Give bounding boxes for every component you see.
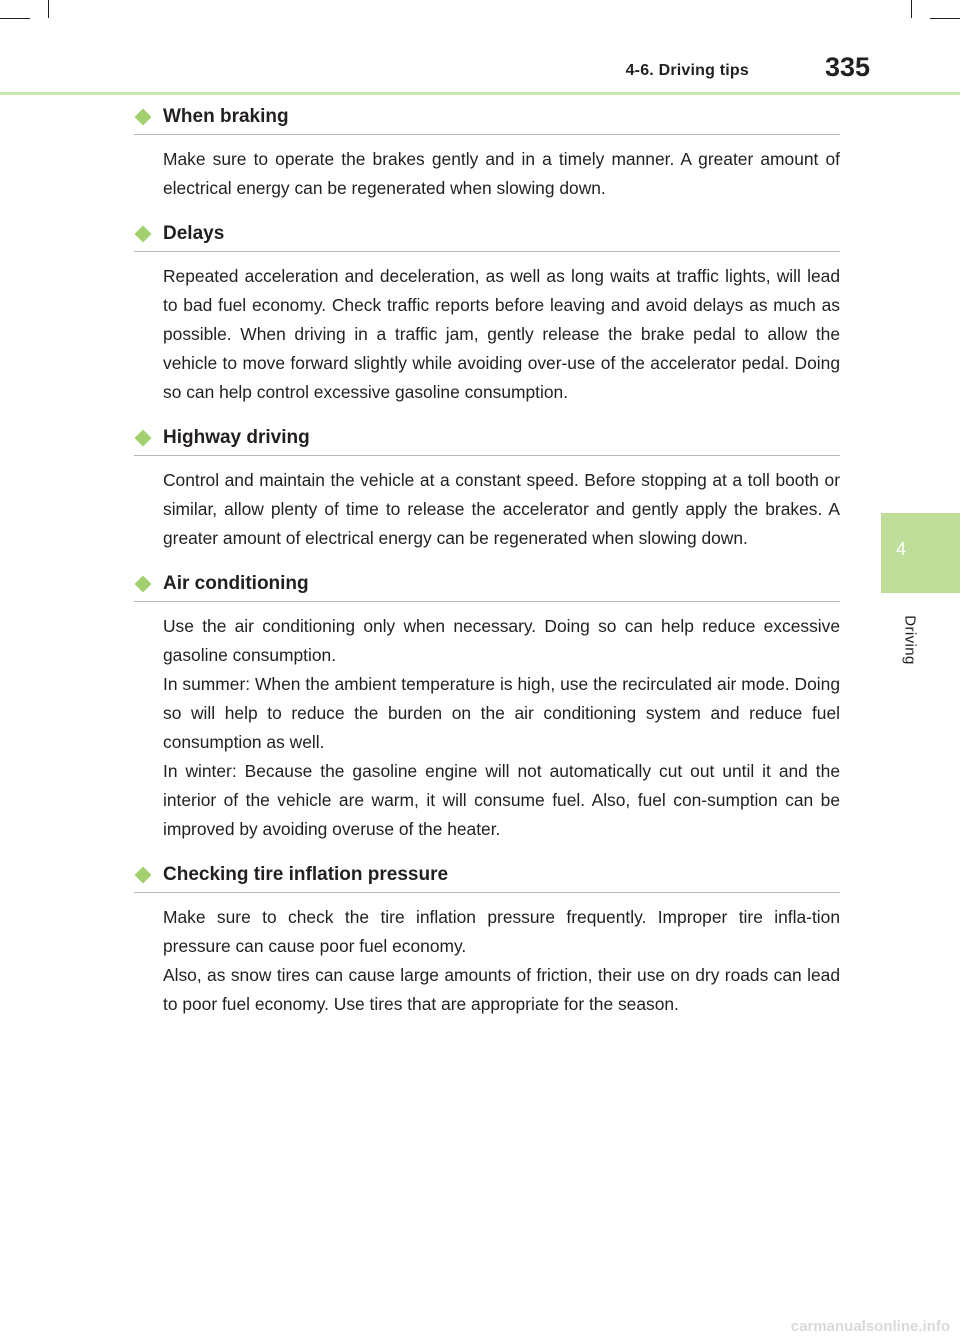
section-heading-text: Highway driving <box>163 427 310 448</box>
section-highway-driving <box>134 421 840 553</box>
section-air-conditioning <box>134 567 840 844</box>
chapter-tab <box>881 513 960 593</box>
section-heading <box>134 217 840 252</box>
section-paragraph: Make sure to operate the brakes gently and in a timely manner. A greater amount of electrical energy can be regenerated when slowing down. <box>163 149 840 198</box>
section-paragraph: Repeated acceleration and deceleration, as well as long waits at traffic lights, will lead to bad fuel economy. Check traffic reports before leaving and avoid delays as much as possible. When driving in a traffic jam, gently release the brake pedal to allow the vehicle to move forward slightly while avoiding over-use of the accelerator pedal. Doing so can help control excessive gasoline consumption. <box>163 266 840 402</box>
section-heading-text: When braking <box>163 106 289 127</box>
diamond-bullet-icon <box>135 226 152 243</box>
section-paragraph: Use the air conditioning only when necessary. Doing so can help reduce excessive gasoline consumption. <box>163 616 840 665</box>
chapter-number: 4 <box>895 539 906 559</box>
section-paragraph: In winter: Because the gasoline engine will not automatically cut out until it and the interior of the vehicle are warm, it will consume fuel. Also, fuel con-sumption can be improved by avoiding overuse of the heater. <box>163 761 840 839</box>
section-heading <box>134 100 840 135</box>
section-checking-tire-inflation-pressure <box>134 858 840 1019</box>
section-delays <box>134 217 840 407</box>
section-heading-text: Delays <box>163 223 225 244</box>
header-rule <box>0 92 960 95</box>
main-content <box>134 100 840 1033</box>
crop-mark <box>930 18 960 19</box>
diamond-bullet-icon <box>135 867 152 884</box>
section-when-braking <box>134 100 840 203</box>
crop-mark <box>48 0 49 18</box>
section-paragraph: Also, as snow tires can cause large amounts of friction, their use on dry roads can lead to poor fuel economy. Use tires that are appropriate for the season. <box>163 965 840 1014</box>
section-heading-text: Air conditioning <box>163 573 309 594</box>
section-heading-text: Checking tire inflation pressure <box>163 864 449 885</box>
diamond-bullet-icon <box>135 109 152 126</box>
page-number: 335 <box>824 52 870 82</box>
crop-mark <box>911 0 912 18</box>
section-paragraph: Make sure to check the tire inflation pressure frequently. Improper tire infla-tion pressure can cause poor fuel economy. <box>163 907 840 956</box>
section-paragraph: Control and maintain the vehicle at a constant speed. Before stopping at a toll booth or similar, allow plenty of time to release the accelerator and gently apply the brakes. A greater amount of electrical energy can be regenerated when slowing down. <box>163 470 840 548</box>
section-paragraph: In summer: When the ambient temperature is high, use the recirculated air mode. Doing so will help to reduce the burden on the air conditioning system and reduce fuel consumption as well. <box>163 674 840 752</box>
watermark: carmanualsonline.info <box>790 1318 950 1335</box>
chapter-name: Driving <box>901 615 919 665</box>
section-title: 4-6. Driving tips <box>625 62 749 79</box>
section-heading <box>134 421 840 456</box>
section-heading <box>134 858 840 893</box>
crop-mark <box>0 18 30 19</box>
diamond-bullet-icon <box>135 430 152 447</box>
chapter-name-container <box>900 600 920 680</box>
section-heading <box>134 567 840 602</box>
diamond-bullet-icon <box>135 576 152 593</box>
